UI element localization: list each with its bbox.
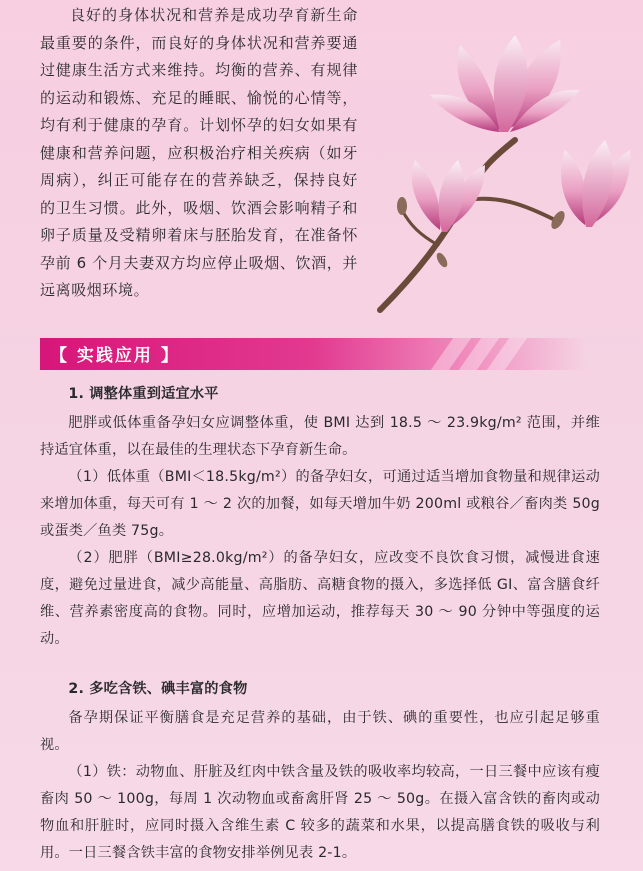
- magnolia-flower-illustration: [350, 20, 635, 320]
- section2-paragraph-1: 备孕期保证平衡膳食是充足营养的基础，由于铁、碘的重要性，也应引起足够重视。: [40, 710, 600, 753]
- section1-heading: 1. 调整体重到适宜水平: [68, 386, 219, 402]
- section-gap: [40, 653, 600, 673]
- section2-paragraph-2: （1）铁：动物血、肝脏及红肉中铁含量及铁的吸收率均较高，一日三餐中应该有瘦畜肉 50 ～ 100g，每周 1 次动物血或畜禽肝肾 25 ～ 50g。在摄入富含铁的畜肉或动物血和肝脏时，应同时摄入含维生素 C 较多的蔬菜和水果，以提高膳食铁的吸收与利用。一日三餐含铁丰富的食物安排举例见表 2-1。: [40, 764, 600, 861]
- section1-paragraph-1: 肥胖或低体重备孕妇女应调整体重，使 BMI 达到 18.5 ～ 23.9kg/m² 范围，并维持适宜体重，以在最佳的生理状态下孕育新生命。: [40, 415, 600, 458]
- section2-heading: 2. 多吃含铁、碘丰富的食物: [68, 681, 248, 697]
- banner-title: 【 实践应用 】: [50, 346, 180, 366]
- intro-paragraph: 良好的身体状况和营养是成功孕育新生命最重要的条件，而良好的身体状况和营养要通过健康生活方式来维持。均衡的营养、有规律的运动和锻炼、充足的睡眠、愉悦的心情等，均有利于健康的孕育。计划怀孕的妇女如果有健康和营养问题，应积极治疗相关疾病（如牙周病），纠正可能存在的营养缺乏，保持良好的卫生习惯。此外，吸烟、饮酒会影响精子和卵子质量及受精卵着床与胚胎发育，在准备怀孕前 6 个月夫妻双方均应停止吸烟、饮酒，并远离吸烟环境。: [40, 6, 358, 299]
- section1-paragraph-2: （1）低体重（BMI＜18.5kg/m²）的备孕妇女，可通过适当增加食物量和规律运动来增加体重，每天可有 1 ～ 2 次的加餐，如每天增加牛奶 200ml 或粮谷／畜肉类 50g 或蛋类／鱼类 75g。: [40, 469, 600, 539]
- section1-paragraph-3: （2）肥胖（BMI≥28.0kg/m²）的备孕妇女，应改变不良饮食习惯，减慢进食速度，避免过量进食，减少高能量、高脂肪、高糖食物的摄入，多选择低 GI、富含膳食纤维、营养素密度高的食物。同时，应增加运动，推荐每天 30 ～ 90 分钟中等强度的运动。: [40, 550, 600, 647]
- intro-text-block: [40, 2, 358, 305]
- main-body-text: [40, 378, 600, 867]
- section-banner: [40, 338, 586, 370]
